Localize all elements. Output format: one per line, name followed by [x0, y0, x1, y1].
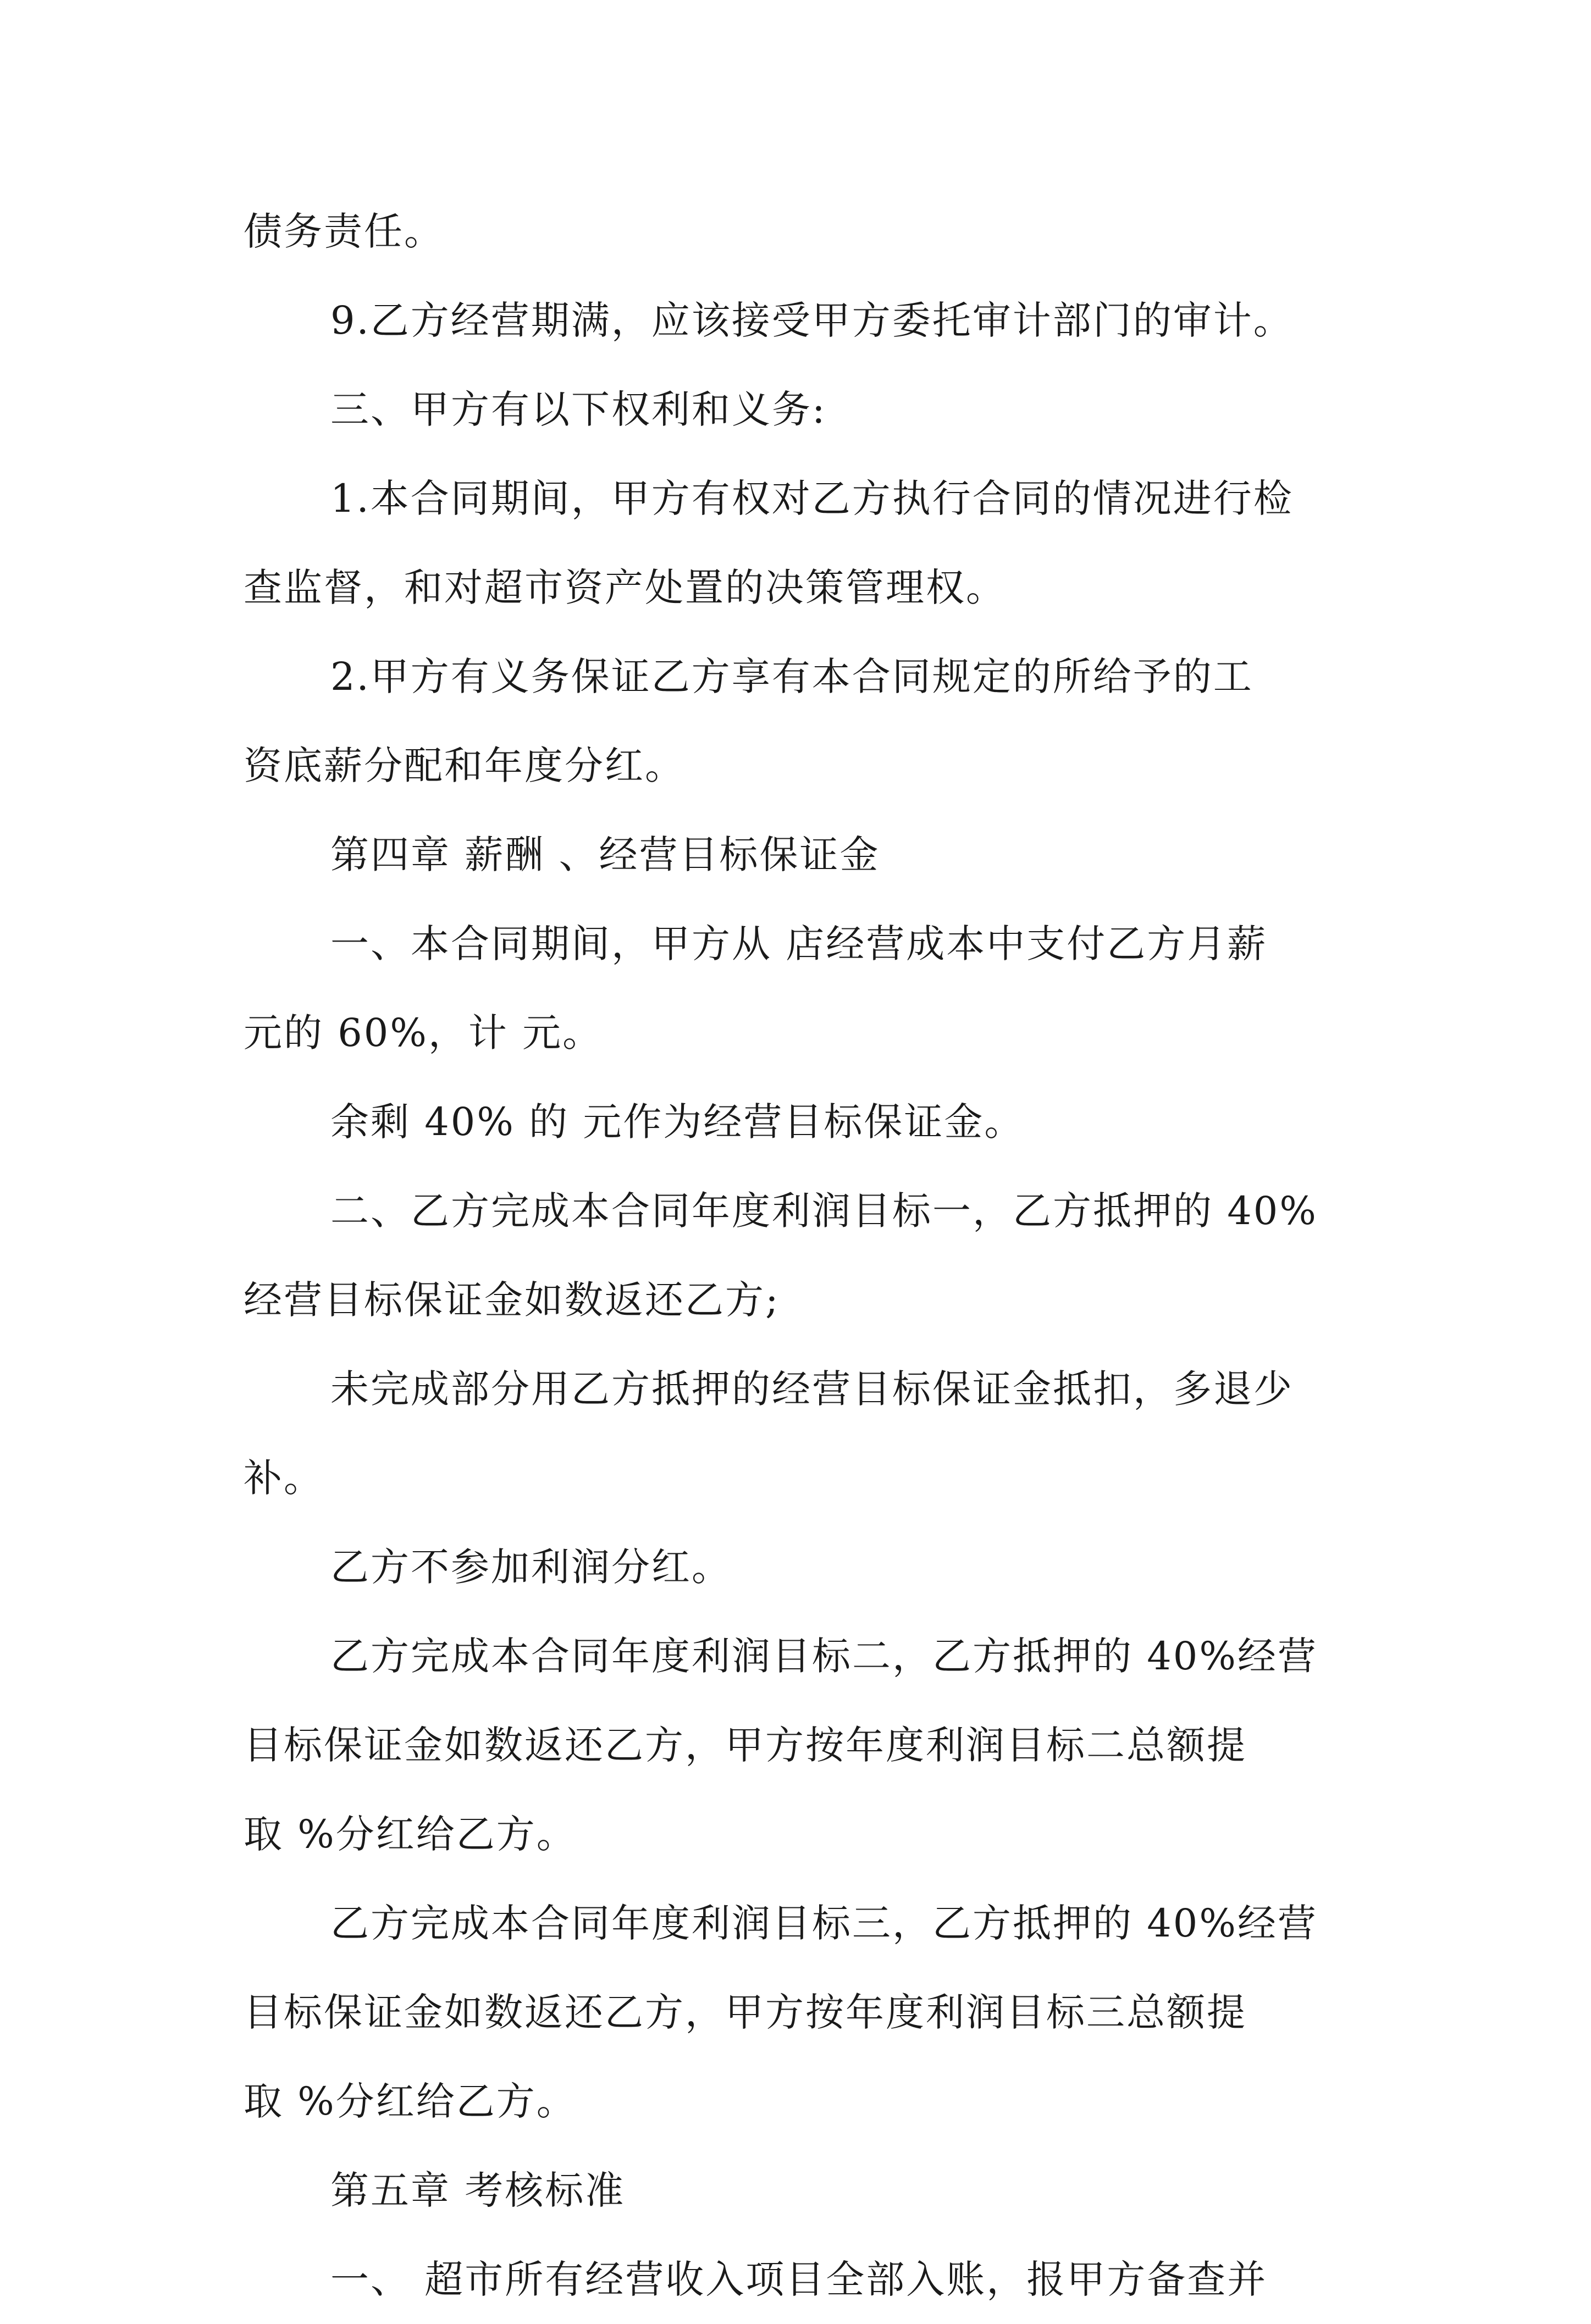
- text-line: 未完成部分用乙方抵押的经营目标保证金抵扣，多退少: [330, 1366, 1294, 1412]
- text-line: 取 %分红给乙方。: [244, 1812, 577, 1857]
- chapter-heading: 第四章 薪酬 、经营目标保证金: [330, 832, 880, 877]
- document-body: [244, 187, 1371, 2324]
- section-heading: 三、甲方有以下权利和义务:: [330, 387, 827, 432]
- text-line: 资底薪分配和年度分红。: [244, 743, 685, 788]
- text-line: 元的 60%，计 元。: [244, 1010, 603, 1055]
- chapter-heading: 第五章 考核标准: [330, 2168, 626, 2213]
- text-line: 债务责任。: [244, 209, 444, 254]
- text-line: 9.乙方经营期满，应该接受甲方委托审计部门的审计。: [330, 298, 1294, 343]
- text-line: 目标保证金如数返还乙方，甲方按年度利润目标三总额提: [244, 1990, 1247, 2035]
- text-line: 一、 超市所有经营收入项目全部入账，报甲方备查并: [330, 2257, 1268, 2302]
- text-line: 目标保证金如数返还乙方，甲方按年度利润目标二总额提: [244, 1723, 1247, 1768]
- text-line: 经营目标保证金如数返还乙方;: [244, 1277, 780, 1323]
- text-line: 乙方完成本合同年度利润目标二，乙方抵押的 40%经营: [330, 1634, 1318, 1679]
- text-line: 一、本合同期间，甲方从 店经营成本中支付乙方月薪: [330, 921, 1268, 966]
- text-line: 二、乙方完成本合同年度利润目标一，乙方抵押的 40%: [330, 1188, 1318, 1233]
- text-line: 乙方完成本合同年度利润目标三，乙方抵押的 40%经营: [330, 1901, 1318, 1946]
- text-line: 1.本合同期间，甲方有权对乙方执行合同的情况进行检: [330, 476, 1294, 521]
- text-line: 乙方不参加利润分红。: [330, 1545, 732, 1590]
- text-line: 查监督，和对超市资产处置的决策管理权。: [244, 565, 1006, 610]
- text-line: 取 %分红给乙方。: [244, 2079, 577, 2124]
- text-line: 2.甲方有义务保证乙方享有本合同规定的所给予的工: [330, 654, 1253, 699]
- text-line: 余剩 40% 的 元作为经营目标保证金。: [330, 1099, 1025, 1144]
- text-line: 补。: [244, 1456, 324, 1501]
